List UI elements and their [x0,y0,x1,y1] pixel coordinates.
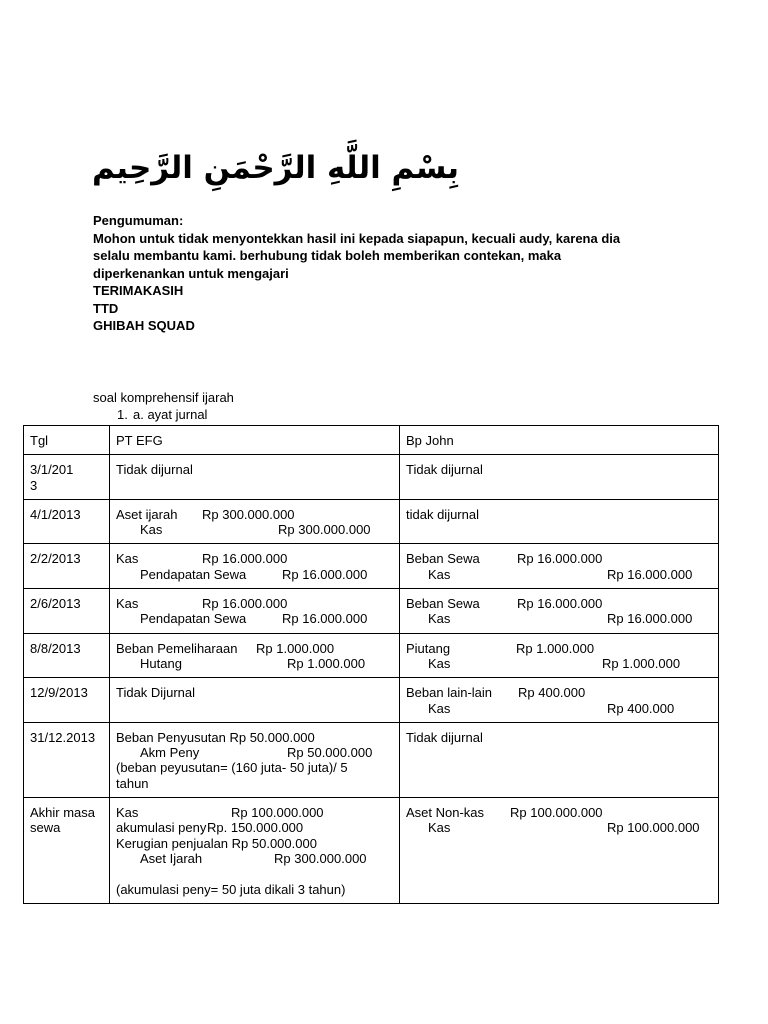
date-text: 31/12.2013 [30,729,96,745]
credit-amount: Rp 1.000.000 [602,655,681,671]
cell-date [24,722,110,797]
debit-amount: Rp. 150.000.000 [207,820,304,836]
date-text: sewa [30,820,61,836]
journal-entry-line [406,611,712,626]
journal-table [23,425,719,904]
account-name: Kas [116,596,139,612]
credit-amount: Rp 1.000.000 [287,655,366,671]
debit-amount: Rp 100.000.000 [510,805,603,821]
announcement-signature: GHIBAH SQUAD [93,318,195,333]
journal-entry-line [116,820,393,835]
announcement-line: diperkenankan untuk mengajari [93,265,289,281]
account-name: Kas [428,611,451,627]
journal-entry-line [116,551,393,566]
table-row [24,544,719,589]
cell-date [24,589,110,634]
cell-date [24,798,110,904]
cell-pt-efg [110,544,400,589]
account-name: Kas [116,805,139,821]
account-name: (beban peyusutan= (160 juta- 50 juta)/ 5 [116,760,348,776]
account-name: Beban Penyusutan Rp 50.000.000 [116,729,315,745]
account-name: Aset Ijarah [140,850,203,866]
cell-bp-john [400,544,719,589]
account-name: Aset ijarah [116,506,178,522]
debit-amount: Rp 100.000.000 [231,805,324,821]
journal-entry-line [406,685,712,700]
credit-amount: Rp 300.000.000 [274,850,367,866]
journal-entry-line [116,805,393,820]
header-bp-john: Bp John [400,426,719,455]
question-item-text: a. ayat jurnal [133,407,208,422]
journal-entry-line [116,730,393,745]
journal-entry-line [406,656,712,671]
basmala-heading: بِسْمِ اللَّهِ الرَّحْمَنِ الرَّحِيم [92,150,460,186]
date-text: 4/1/2013 [30,506,81,522]
account-name: Kas [428,820,451,836]
account-name: Beban Sewa [406,551,480,567]
journal-entry-line [406,701,712,716]
journal-entry-line [116,567,393,582]
account-name: Piutang [406,640,451,656]
account-name: Kerugian penjualan Rp 50.000.000 [116,835,317,851]
table-row [24,499,719,544]
announcement-thanks: TERIMAKASIH [93,283,184,298]
debit-amount: Rp 400.000 [518,685,586,701]
journal-entry-line [116,776,393,791]
cell-date [24,678,110,723]
journal-entry-line [116,507,393,522]
journal-entry-line [116,656,393,671]
credit-amount: Rp 50.000.000 [287,745,373,761]
account-name: Tidak Dijurnal [116,685,195,701]
credit-amount: Rp 16.000.000 [607,611,693,627]
header-date: Tgl [24,426,110,455]
cell-date [24,544,110,589]
date-text: 3/1/201 [30,462,74,478]
table-row [24,798,719,904]
journal-entry-line [116,462,393,477]
journal-entry-line [116,760,393,775]
debit-amount: Rp 1.000.000 [516,640,595,656]
account-name: Pendapatan Sewa [140,566,247,582]
debit-amount: Rp 16.000.000 [517,596,603,612]
announcement-line: Mohon untuk tidak menyontekkan hasil ini kepada siapapun, kecuali audy, karena dia [93,230,621,246]
account-name: (akumulasi peny= 50 juta dikali 3 tahun) [116,881,346,897]
journal-entry-line [406,551,712,566]
account-name: Beban lain-lain [406,685,493,701]
account-name: Kas [428,566,451,582]
journal-entry-line [116,522,393,537]
credit-amount: Rp 300.000.000 [278,522,371,538]
credit-amount: Rp 16.000.000 [282,566,368,582]
journal-entry-line [406,820,712,835]
account-name: Tidak dijurnal [406,729,483,745]
announcement-signed: TTD [93,300,119,316]
journal-entry-line [116,685,393,700]
account-name: Tidak dijurnal [406,462,483,478]
cell-pt-efg [110,798,400,904]
question-item-number: 1. [117,407,128,422]
account-name: Aset Non-kas [406,805,485,821]
journal-entry-line [406,641,712,656]
date-text: 2/2/2013 [30,551,81,567]
cell-bp-john [400,722,719,797]
account-name: Pendapatan Sewa [140,611,247,627]
journal-table-body [24,426,719,904]
journal-entry-line [406,462,712,477]
table-header-row [24,426,719,455]
table-row [24,455,719,500]
journal-entry-line [406,596,712,611]
credit-amount: Rp 16.000.000 [282,611,368,627]
journal-entry-line [116,596,393,611]
account-name: Kas [428,700,451,716]
cell-pt-efg [110,455,400,500]
cell-bp-john [400,589,719,634]
journal-entry-line [116,866,393,881]
credit-amount: Rp 400.000 [607,700,675,716]
cell-bp-john [400,798,719,904]
cell-pt-efg [110,678,400,723]
account-name: Beban Sewa [406,596,480,612]
announcement-block [93,212,693,335]
date-text: Akhir masa [30,805,96,821]
cell-date [24,633,110,678]
debit-amount: Rp 16.000.000 [202,551,288,567]
account-name: Kas [116,551,139,567]
table-row [24,722,719,797]
journal-entry-line [116,641,393,656]
table-row [24,589,719,634]
debit-amount: Rp 16.000.000 [202,596,288,612]
account-name: akumulasi peny [116,820,207,836]
account-name: Kas [140,522,163,538]
question-intro [93,389,234,423]
cell-bp-john [400,455,719,500]
cell-pt-efg [110,499,400,544]
journal-entry-line [116,851,393,866]
date-text: 3 [30,477,38,493]
account-name: Kas [428,655,451,671]
credit-amount: Rp 16.000.000 [607,566,693,582]
cell-pt-efg [110,722,400,797]
cell-bp-john [400,678,719,723]
account-name: Tidak dijurnal [116,462,193,478]
journal-entry-line [116,745,393,760]
debit-amount: Rp 16.000.000 [517,551,603,567]
credit-amount: Rp 100.000.000 [607,820,700,836]
cell-pt-efg [110,633,400,678]
debit-amount: Rp 300.000.000 [202,506,295,522]
date-text: 12/9/2013 [30,685,88,701]
announcement-line: selalu membantu kami. berhubung tidak boleh memberikan contekan, maka [93,248,562,263]
cell-bp-john [400,633,719,678]
date-text: 2/6/2013 [30,596,81,612]
announcement-heading: Pengumuman: [93,213,184,228]
journal-entry-line [406,507,712,522]
account-name: tahun [116,775,149,791]
question-item [93,406,234,423]
journal-entry-line [116,882,393,897]
journal-entry-line [406,805,712,820]
table-row [24,633,719,678]
journal-entry-line [116,836,393,851]
account-name: Beban Pemeliharaan [116,640,238,656]
journal-entry-line [406,567,712,582]
cell-date [24,455,110,500]
account-name: Akm Peny [140,745,200,761]
cell-date [24,499,110,544]
account-name: Hutang [140,655,182,671]
cell-bp-john [400,499,719,544]
table-row [24,678,719,723]
journal-entry-line [406,730,712,745]
date-text: 8/8/2013 [30,640,81,656]
question-title: soal komprehensif ijarah [93,390,234,405]
header-pt-efg: PT EFG [110,426,400,455]
cell-pt-efg [110,589,400,634]
debit-amount: Rp 1.000.000 [256,640,335,656]
journal-entry-line [116,611,393,626]
account-name: tidak dijurnal [406,506,479,522]
